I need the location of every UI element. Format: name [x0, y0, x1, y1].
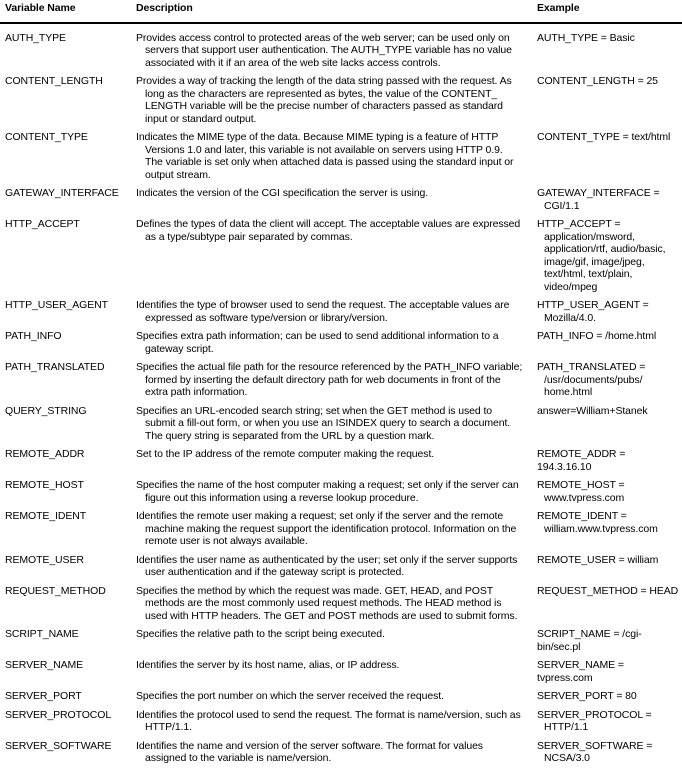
example-line: REMOTE_ADDR = 194.3.16.10	[537, 448, 626, 473]
variable-description: Provides access control to protected areas of the web server; can be used only on servers that support user authentication. The AUTH_TYPE variable has no value associated with it if an area of the web site lacks access controls.	[136, 31, 512, 69]
variable-description: Defines the types of data the client will accept. The acceptable values are expressed as a type/subtype pair separated by commas.	[136, 218, 521, 243]
table-row	[0, 361, 682, 399]
variable-example	[537, 32, 682, 45]
variable-example	[537, 187, 682, 212]
example-line: application/rtf, audio/basic,	[544, 243, 666, 255]
example-line: SERVER_PROTOCOL =	[537, 708, 652, 721]
variable-name: GATEWAY_INTERFACE	[5, 187, 119, 199]
table-body	[0, 32, 682, 765]
table-row	[0, 510, 682, 548]
variable-example	[537, 479, 682, 504]
variable-description: Specifies an URL-encoded search string; set when the GET method is used to submit a fill-out form, or when you use an ISINDEX query to search a document. The query string is separated from the URL by a question mark.	[136, 404, 511, 442]
variable-description: Identifies the type of browser used to send the request. The acceptable values are expressed as software type/version or library/version.	[136, 299, 510, 324]
table-row	[0, 709, 682, 734]
variable-description: Identifies the protocol used to send the request. The format is name/version, such as HTTP/1.1.	[136, 708, 521, 733]
variable-name: REMOTE_USER	[5, 553, 84, 566]
variable-description: Identifies the remote user making a request; set only if the server and the remote machine making the request support the identification protocol. Information on the remote user is not always available.	[136, 510, 517, 547]
example-line: Mozilla/4.0.	[544, 311, 596, 324]
variable-example	[537, 131, 682, 144]
variable-name: PATH_INFO	[5, 330, 62, 342]
variable-description: Specifies the port number on which the server received the request.	[136, 690, 444, 702]
example-line: home.html	[544, 386, 593, 398]
variable-name: AUTH_TYPE	[5, 31, 66, 44]
table-row	[0, 479, 682, 504]
variable-description: Indicates the MIME type of the data. Because MIME typing is a feature of HTTP Versions 1.0 and later, this variable is not available on servers using HTTP 0.9. The variable is set only when attached data is passed using the standard input or output stream.	[136, 131, 514, 181]
example-line: CONTENT_LENGTH = 25	[537, 75, 658, 87]
variable-example	[537, 75, 682, 88]
example-line: SERVER_PORT = 80	[537, 690, 637, 702]
table-header-row	[0, 2, 682, 24]
variable-example	[537, 330, 682, 343]
variable-name: PATH_TRANSLATED	[5, 361, 105, 373]
variable-description: Specifies the actual file path for the resource referenced by the PATH_INFO variable; formed by inserting the default directory path for web documents in front of the extra path information.	[136, 361, 523, 398]
variable-name: CONTENT_LENGTH	[5, 75, 103, 87]
variable-description: Specifies the relative path to the script being executed.	[136, 628, 385, 640]
column-header-example: Example	[537, 2, 580, 14]
table-row	[0, 187, 682, 212]
example-line: GATEWAY_INTERFACE =	[537, 187, 660, 199]
example-line: SERVER_SOFTWARE =	[537, 739, 653, 752]
column-header-description: Description	[136, 2, 193, 14]
table-row	[0, 218, 682, 293]
variable-name: REMOTE_ADDR	[5, 448, 85, 460]
variable-example	[537, 218, 682, 293]
example-line: NCSA/3.0	[544, 752, 590, 764]
variable-name: CONTENT_TYPE	[5, 131, 88, 143]
example-line: SCRIPT_NAME = /cgi-bin/sec.pl	[537, 628, 642, 653]
example-line: HTTP_USER_AGENT =	[537, 299, 649, 311]
variable-example	[537, 448, 682, 473]
variable-name: SERVER_NAME	[5, 659, 84, 671]
variable-description: Identifies the server by its host name, alias, or IP address.	[136, 659, 400, 671]
variable-example	[537, 709, 682, 734]
variable-example	[537, 585, 682, 598]
example-line: REQUEST_METHOD = HEAD	[537, 584, 679, 597]
table-row	[0, 659, 682, 684]
table-row	[0, 585, 682, 623]
example-line: text/html, text/plain,	[544, 268, 633, 280]
variable-example	[537, 510, 682, 535]
example-line: AUTH_TYPE = Basic	[537, 31, 635, 44]
variable-example	[537, 405, 682, 418]
variable-description: Specifies the name of the host computer making a request; set only if the server can figure out this information using a reverse lookup procedure.	[136, 479, 519, 504]
variable-example	[537, 628, 682, 653]
table-row	[0, 690, 682, 703]
variable-description: Set to the IP address of the remote computer making the request.	[136, 448, 435, 460]
example-line: /usr/documents/pubs/	[544, 373, 643, 386]
example-line: application/msword,	[544, 230, 635, 243]
example-line: www.tvpress.com	[544, 491, 625, 504]
example-line: HTTP/1.1	[544, 721, 589, 733]
example-line: image/gif, image/jpeg,	[544, 255, 645, 268]
table-row	[0, 448, 682, 473]
variable-name: REMOTE_HOST	[5, 479, 84, 491]
variable-example	[537, 659, 682, 684]
variable-description: Specifies extra path information; can be used to send additional information to a gateway script.	[136, 330, 499, 355]
table-row	[0, 131, 682, 181]
variable-name: SCRIPT_NAME	[5, 628, 79, 640]
table-row	[0, 32, 682, 70]
example-line: REMOTE_USER = william	[537, 553, 659, 566]
variable-name: HTTP_USER_AGENT	[5, 299, 108, 311]
example-line: PATH_TRANSLATED =	[537, 361, 646, 373]
table-row	[0, 405, 682, 443]
example-line: REMOTE_IDENT =	[537, 510, 627, 522]
example-line: SERVER_NAME = tvpress.com	[537, 659, 624, 684]
variable-example	[537, 554, 682, 567]
table-row	[0, 75, 682, 125]
variable-example	[537, 361, 682, 399]
variable-name: SERVER_PROTOCOL	[5, 708, 112, 721]
table-row	[0, 330, 682, 355]
column-header-variable-name: Variable Name	[5, 2, 76, 14]
variable-description: Specifies the method by which the request was made. GET, HEAD, and POST methods are the most commonly used request methods. The HEAD method is used with HTTP headers. The GET and POST methods are used to submit forms.	[136, 584, 518, 622]
example-line: CONTENT_TYPE = text/html	[537, 131, 671, 143]
variable-name: HTTP_ACCEPT	[5, 218, 80, 230]
variable-description: Identifies the name and version of the server software. The format for values assigned to the variable is name/version.	[136, 739, 483, 764]
example-line: video/mpeg	[544, 280, 598, 293]
variable-description: Provides a way of tracking the length of the data string passed with the request. As long as the characters are represented as bytes, the value of the CONTENT_ LENGTH variable will be the precise number of characters passed as standard input or standard output.	[136, 75, 512, 125]
example-line: REMOTE_HOST =	[537, 479, 625, 491]
variable-name: REQUEST_METHOD	[5, 584, 106, 597]
variable-description: Indicates the version of the CGI specification the server is using.	[136, 187, 429, 199]
table-row	[0, 554, 682, 579]
variable-example	[537, 690, 682, 703]
table-row	[0, 299, 682, 324]
variable-name: SERVER_SOFTWARE	[5, 739, 112, 752]
example-line: answer=William+Stanek	[537, 404, 648, 417]
variable-name: SERVER_PORT	[5, 690, 82, 702]
variable-name: REMOTE_IDENT	[5, 510, 87, 522]
example-line: PATH_INFO = /home.html	[537, 330, 657, 342]
variable-example	[537, 740, 682, 765]
example-line: CGI/1.1	[544, 199, 580, 212]
variable-example	[537, 299, 682, 324]
table-row	[0, 740, 682, 765]
table-row	[0, 628, 682, 653]
example-line: HTTP_ACCEPT =	[537, 218, 621, 230]
variable-name: QUERY_STRING	[5, 404, 87, 417]
example-line: william.www.tvpress.com	[544, 522, 658, 535]
variable-description: Identifies the user name as authenticated by the user; set only if the server supports user authentication and if the gateway script is protected.	[136, 553, 518, 578]
